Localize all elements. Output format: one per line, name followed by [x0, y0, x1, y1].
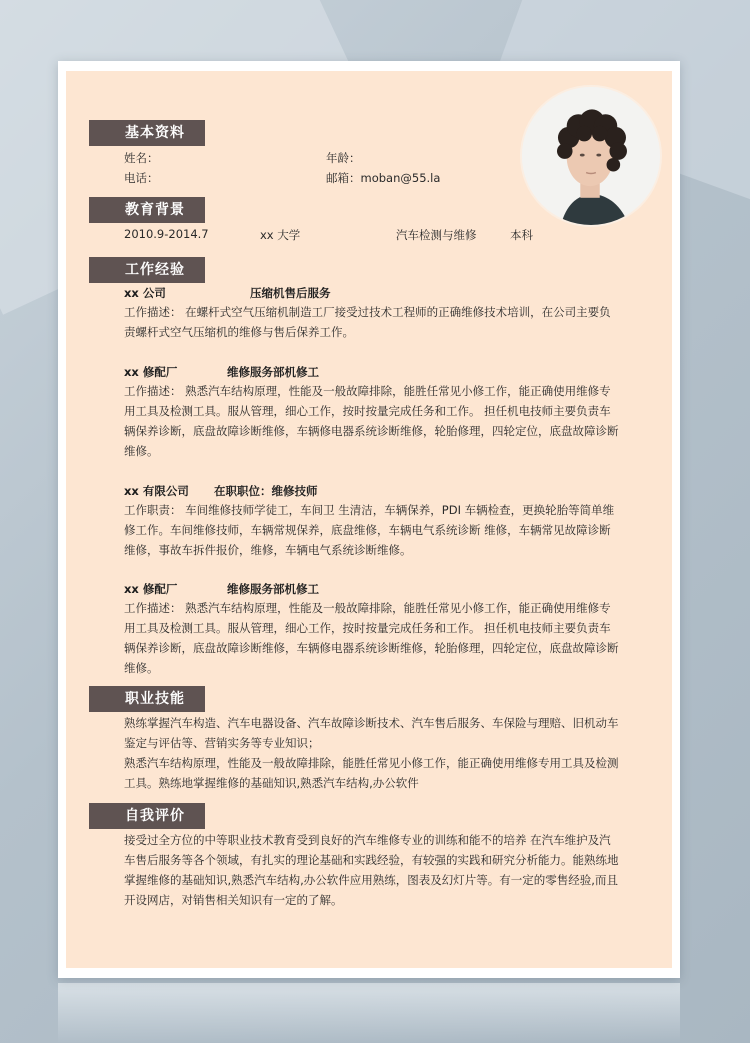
section-heading-education: 教育背景: [89, 197, 205, 223]
job-company: xx 公司: [124, 286, 166, 300]
job-description-line: 用工具及检测工具。服从管理，细心工作，按时按量完成任务和工作。 担任机电技师主要负责车: [124, 621, 611, 635]
job-description-line: 用工具及检测工具。服从管理，细心工作，按时按量完成任务和工作。 担任机电技师主要负责车: [124, 404, 611, 418]
skills-line: 熟练掌握汽车构造、汽车电器设备、汽车故障诊断技术、汽车售后服务、车保险与理赔、旧机动车: [124, 716, 619, 730]
job-position: 维修服务部机修工: [227, 365, 319, 379]
job-description-line: 工作描述： 熟悉汽车结构原理，性能及一般故障排除，能胜任常见小修工作，能正确使用维修专: [124, 384, 611, 398]
job-description-line: 维修。: [124, 661, 159, 675]
section-heading-skills: 职业技能: [89, 686, 205, 712]
job-description-line: 辆保养诊断，底盘故障诊断维修，车辆修电器系统诊断维修，轮胎修理，四轮定位，底盘故障诊断: [124, 424, 619, 438]
job-description: [124, 598, 618, 678]
resume-paper: [58, 61, 680, 978]
section-heading-self-eval: 自我评价: [89, 803, 205, 829]
job-description-line: 辆保养诊断，底盘故障诊断维修，车辆修电器系统诊断维修，轮胎修理，四轮定位，底盘故障诊断: [124, 641, 619, 655]
self-eval-line: 开设网店，对销售相关知识有一定的了解。: [124, 893, 343, 907]
education-major: 汽车检测与维修: [396, 228, 477, 242]
job-description-line: 维修。: [124, 444, 159, 458]
profile-photo: [520, 85, 662, 227]
job-position: 在职职位：维修技师: [214, 484, 318, 498]
section-heading-basic: 基本资料: [89, 120, 205, 146]
self-eval-line: 车售后服务等各个领域，有扎实的理论基础和实践经验，有较强的实践和研究分析能力。能熟练地: [124, 853, 619, 867]
resume-sheet: [66, 71, 672, 968]
job-position: 维修服务部机修工: [227, 582, 319, 596]
job-description-line: 工作职责： 车间维修技师学徒工，车间卫 生清洁，车辆保养，PDI 车辆检查，更换轮胎等简单维: [124, 503, 615, 517]
job-company: xx 修配厂: [124, 365, 178, 379]
section-heading-work: 工作经验: [89, 257, 205, 283]
name-label: 姓名：: [124, 151, 159, 165]
job-position: 压缩机售后服务: [250, 286, 331, 300]
education-school: xx 大学: [260, 228, 301, 242]
phone-label: 电话：: [124, 171, 159, 185]
paper-reflection: [58, 983, 680, 1043]
education-degree: 本科: [510, 228, 533, 242]
self-eval-line: 掌握维修的基础知识,熟悉汽车结构,办公软件应用熟练，图表及幻灯片等。有一定的零售经验,而且: [124, 873, 618, 887]
job-company: xx 修配厂: [124, 582, 178, 596]
portrait-image: [522, 87, 660, 225]
job-description: [124, 500, 618, 560]
job-description-line: 工作描述： 在螺杆式空气压缩机制造工厂接受过技术工程师的正确维修技术培训，在公司主要负: [124, 305, 611, 319]
self-eval-line: 接受过全方位的中等职业技术教育受到良好的汽车维修专业的训练和能不的培养 在汽车维护及汽: [124, 833, 611, 847]
education-period: 2010.9-2014.7: [124, 227, 209, 241]
skills-line: 工具。熟练地掌握维修的基础知识,熟悉汽车结构,办公软件: [124, 776, 419, 790]
skills-line: 熟悉汽车结构原理，性能及一般故障排除，能胜任常见小修工作，能正确使用维修专用工具及检测: [124, 756, 619, 770]
job-description-line: 维修，事故车拆件报价，维修，车辆电气系统诊断维修。: [124, 543, 412, 557]
job-description: [124, 302, 618, 342]
email-label: 邮箱：moban@55.la: [326, 171, 441, 185]
age-label: 年龄：: [326, 151, 361, 165]
self-eval-text: [124, 830, 618, 910]
job-description: [124, 381, 618, 461]
job-description-line: 工作描述： 熟悉汽车结构原理，性能及一般故障排除，能胜任常见小修工作，能正确使用维修专: [124, 601, 611, 615]
job-company: xx 有限公司: [124, 484, 189, 498]
skills-text: [124, 713, 618, 793]
job-description-line: 责螺杆式空气压缩机的维修与售后保养工作。: [124, 325, 354, 339]
skills-line: 鉴定与评估等、营销实务等专业知识；: [124, 736, 320, 750]
job-description-line: 修工作。车间维修技师，车辆常规保养，底盘维修，车辆电气系统诊断 维修，车辆常见故障诊断: [124, 523, 611, 537]
